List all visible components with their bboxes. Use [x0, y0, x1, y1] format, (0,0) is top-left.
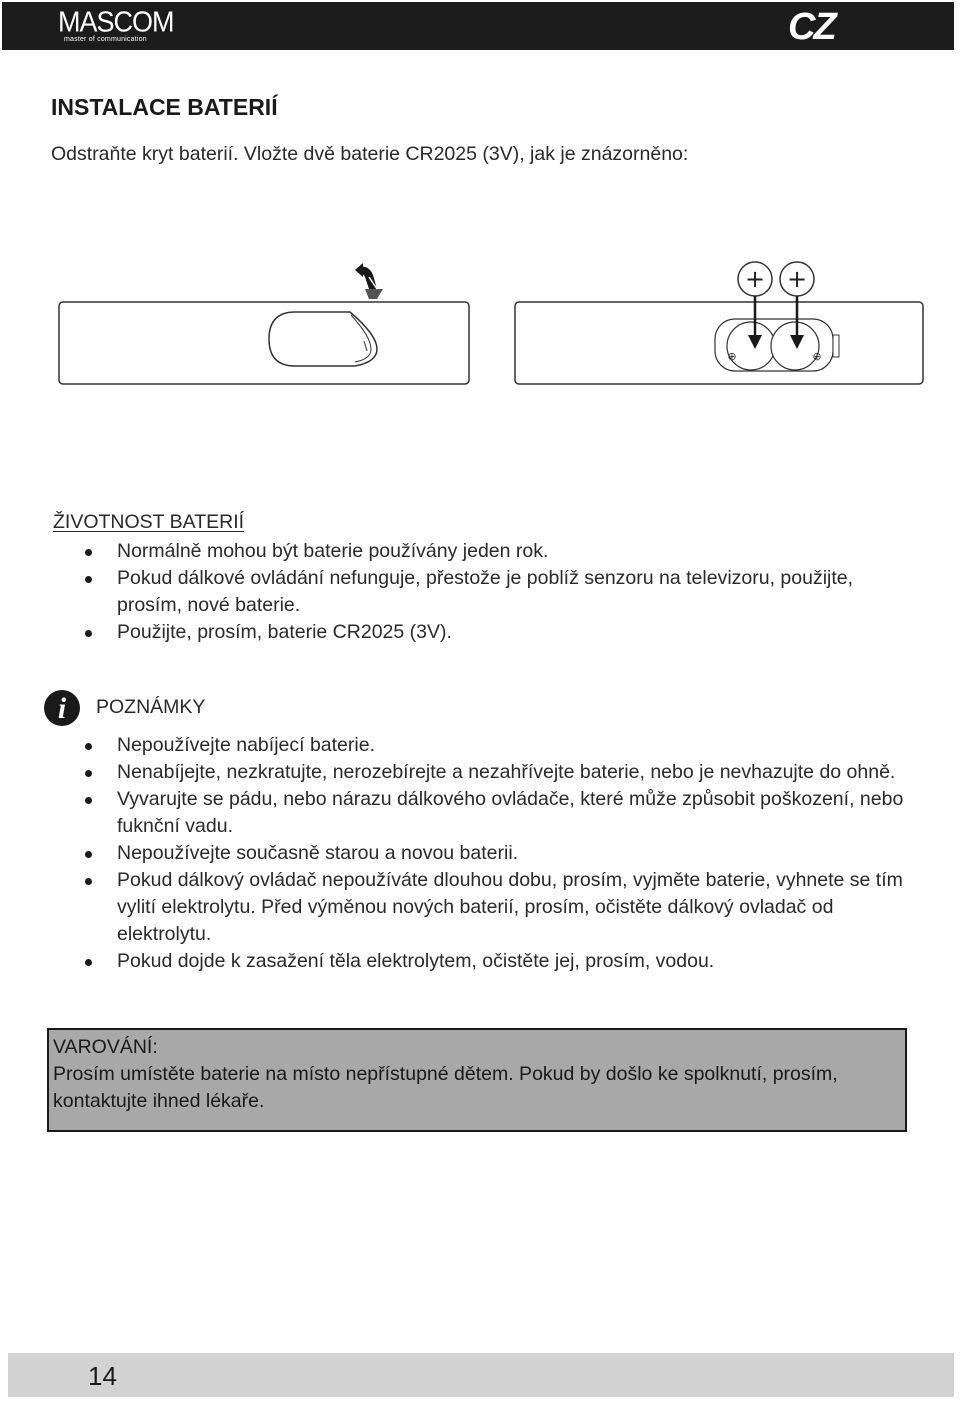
- battery-life-list: [81, 538, 921, 646]
- mascom-logo: [58, 8, 174, 44]
- list-item: Nepoužívejte nabíjecí baterie.: [81, 732, 921, 759]
- notes-heading: POZNÁMKY: [96, 696, 206, 718]
- warning-box: [47, 1028, 907, 1132]
- battery-life-heading: ŽIVOTNOST BATERIÍ: [53, 511, 245, 533]
- polarity-mark-right: ⊕: [812, 350, 822, 363]
- page-footer: [8, 1353, 954, 1397]
- installation-title: INSTALACE BATERIÍ: [51, 94, 278, 120]
- list-item: Pokud dálkový ovládač nepoužíváte dlouhou dobu, prosím, vyjměte baterie, vyhnete se tím vylití elektrolytu. Před výměnou nových baterií, prosím, očistěte dálkový ovladač od elektrolytu.: [81, 867, 921, 948]
- list-item: Pokud dojde k zasažení těla elektrolytem, očistěte jej, prosím, vodou.: [81, 948, 921, 975]
- battery-installation-figure: [55, 255, 930, 390]
- list-item: Pokud dálkové ovládání nefunguje, přestože je poblíž senzoru na televizoru, použijte, prosím, nové baterie.: [81, 565, 921, 619]
- polarity-mark-left: ⊕: [727, 350, 737, 363]
- notes-list: [81, 732, 921, 975]
- logo-text: MASCOM: [58, 6, 174, 38]
- list-item: Normálně mohou být baterie používány jeden rok.: [81, 538, 921, 565]
- warning-text-line-1: Prosím umístěte baterie na místo nepřístupné dětem. Pokud by došlo ke spolknutí, prosím,: [53, 1063, 838, 1085]
- remove-cover-arrow-icon: [355, 263, 383, 299]
- installation-instruction: Odstraňte kryt baterií. Vložte dvě baterie CR2025 (3V), jak je znázorněno:: [51, 143, 689, 165]
- page-header: [2, 2, 954, 50]
- plus-sign-1: +: [744, 265, 766, 293]
- list-item: Nepoužívejte současně starou a novou baterii.: [81, 840, 921, 867]
- list-item: Použijte, prosím, baterie CR2025 (3V).: [81, 619, 921, 646]
- warning-label: VAROVÁNÍ:: [53, 1036, 158, 1058]
- plus-sign-2: +: [786, 265, 808, 293]
- warning-text-line-2: kontaktujte ihned lékaře.: [53, 1090, 265, 1112]
- page-number: 14: [88, 1361, 117, 1391]
- remote-back-left: [59, 302, 469, 384]
- list-item: Vyvarujte se pádu, nebo nárazu dálkového ovládače, které může způsobit poškození, nebo fuknční vadu.: [81, 786, 921, 840]
- logo-tagline: master of communication: [64, 36, 147, 43]
- info-icon: i: [44, 690, 80, 726]
- language-code: CZ: [788, 6, 835, 48]
- list-item: Nenabíjejte, nezkratujte, nerozebírejte a nezahřívejte baterie, nebo je nevhazujte do ohně.: [81, 759, 921, 786]
